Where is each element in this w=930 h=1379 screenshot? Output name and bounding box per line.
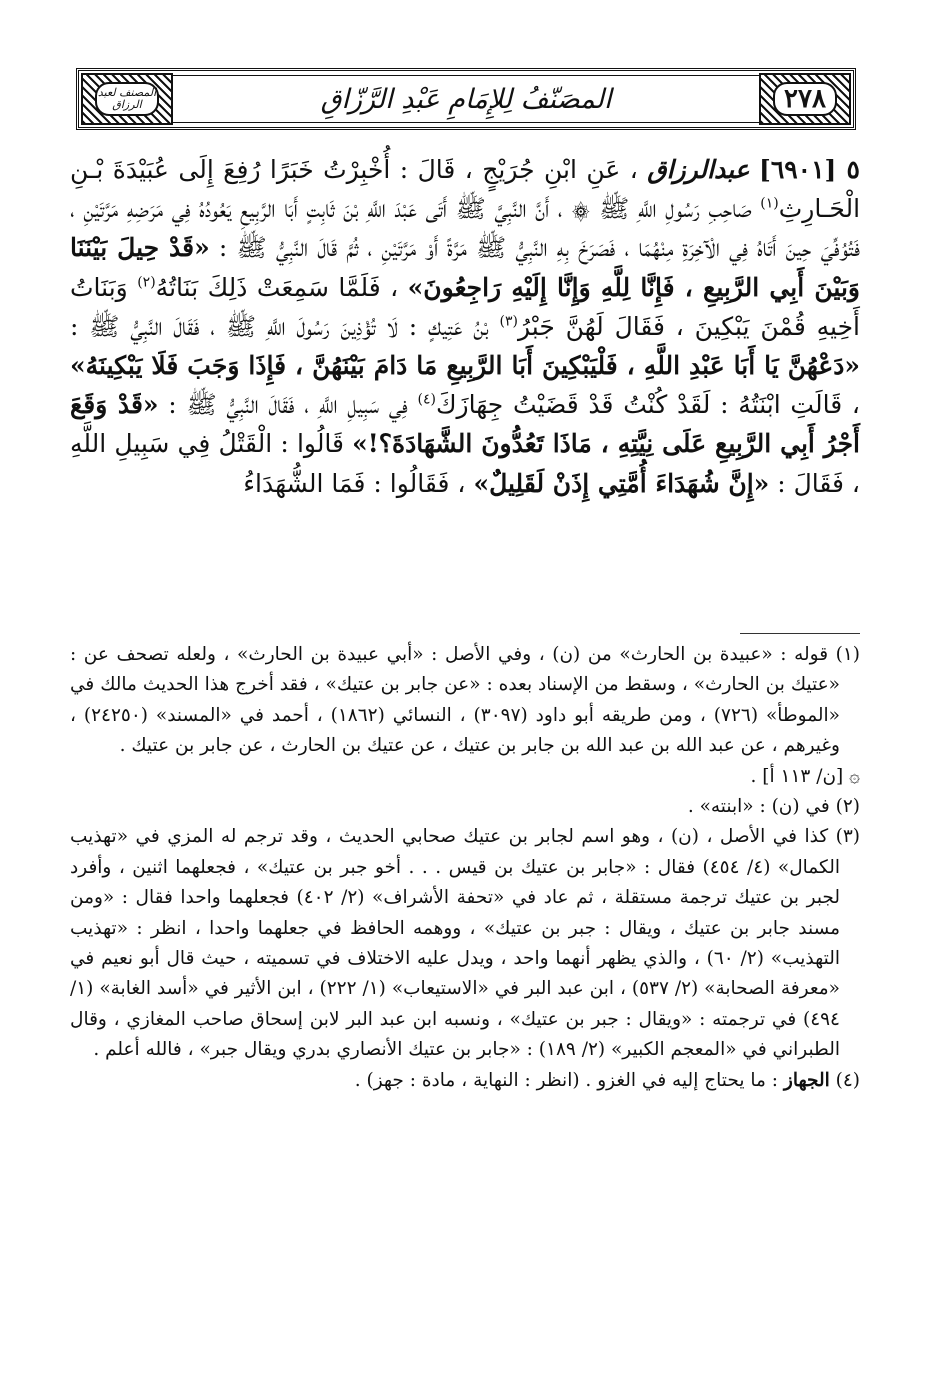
text-segment: ، قَالَتِ ابْنَتُهُ : لَقَدْ كُنْتُ قَدْ قَضَيْتُ جِهَازَكَ xyxy=(435,390,860,420)
page-number-ornament xyxy=(759,73,851,125)
footnote-2: (٢) في (ن) : «ابنته» . xyxy=(687,796,860,818)
footnote-marker[interactable]: (٣) xyxy=(499,313,518,330)
book-logo xyxy=(95,82,159,116)
footnote-4 xyxy=(70,1066,860,1096)
page-number: ٢٧٨ xyxy=(784,84,826,114)
footnote-marker[interactable]: (٤) xyxy=(417,391,436,408)
prophet-quote: «دَعْهُنَّ يَا أَبَا عَبْدِ اللَّهِ ، فَلْيَبْكِينَ أَبَا الرَّبِيعِ مَا دَامَ بَيْنَهُنَّ ، فَإِذَا وَجَبَ فَلَا يَبْكِينَهُ» xyxy=(70,351,860,381)
text-segment: وَبَنَاتُ أَخِيهِ قُمْنَ يَبْكِينَ ، فَقَالَ لَهُنَّ جَبْرُ xyxy=(70,272,860,341)
page-number-cartouche xyxy=(773,82,837,116)
prophet-quote: «قَدْ حِيلَ بَيْنَنَا وَبَيْنَ أَبِي الرَّبِيعِ ، فَإِنَّا لِلَّهِ وَإِنَّا إِلَيْهِ رَاجِعُونَ» xyxy=(70,233,860,302)
text-segment: قَالُوا : الْقَتْلُ فِي سَبِيلِ اللَّهِ ، فَقَالَ : xyxy=(70,429,860,498)
text-segment: فِي سَبِيلِ اللَّهِ ، فَقَالَ النَّبِيُّ ﷺ : xyxy=(168,390,408,420)
footnote-3: (٣) كذا في الأصل ، (ن) ، وهو اسم لجابر بن عتيك صحابي الحديث ، وقد ترجم له المزي في «تهذيب الكمال» (٤/ ٤٥٤) فقال : «جابر بن عتيك بن قيس . . . أخو جبر بن عتيك» ، فجعلهما اثنين ، وأفرد لجبر بن عتيك ترجمة مستقلة ، ثم عاد في «تحفة الأشراف» (٢/ ٤٠٢) فجعلهما واحدا فقال : «ومن مسند جابر بن عتيك ، ويقال : جبر بن عتيك» ، ووهمه الحافظ في جعلهما واحدا ، انظر : «تهذيب التهذيب» (٢/ ٦٠) ، والذي يظهر أنهما واحد ، ويدل عليه الاختلاف في تسميته ، حيث قال أبو نعيم في «معرفة الصحابة» (٢/ ٥٣٧) ، ابن عبد البر في «الاستيعاب» (١/ ٢٢٢) ، ابن الأثير في «أسد الغابة» (١/ ٤٩٤) في ترجمته : «ويقال : جبر بن عتيك» ، ونسبه ابن عبد البر لابن إسحاق صاحب المغازي ، وقال الطبراني في «المعجم الكبير» (٢/ ١٨٩) : «جابر بن عتيك الأنصاري بدري ويقال جبر» ، فالله أعلم . xyxy=(70,826,860,1061)
text-segment: صَاحِبِ رَسُولِ اللَّهِ ﷺ xyxy=(599,194,752,224)
prophet-quote: «إِنَّ شُهَدَاءَ أُمَّتِي إِذَنْ لَقَلِيلٌ» xyxy=(473,468,770,498)
page-header xyxy=(76,68,856,130)
footnote-definition: : ما يحتاج إليه في الغزو . (انظر : النهاية ، مادة : جهز) . xyxy=(354,1069,779,1091)
text-segment: ، فَقَالُوا : فَمَا الشُّهَدَاءُ xyxy=(243,468,466,498)
text-segment: ، عَنِ ابْنِ جُرَيْجٍ ، قَالَ : أُخْبِرْتُ خَبَرًا رُفِعَ إِلَى عُبَيْدَةَ بْـنِ الْحَـارِثِ xyxy=(70,155,861,224)
prophet-quote: «قَدْ وَقَعَ أَجْرُ أَبِي الرَّبِيعِ عَلَى نِيَّتِهِ ، مَاذَا تَعُدُّونَ الشَّهَادَةَ؟!» xyxy=(70,390,860,459)
narrator-name: عبدالرزاق xyxy=(647,155,750,184)
footnote-marker[interactable]: (٢) xyxy=(137,274,156,291)
book-logo-text: المصنف لعبد الرزاق xyxy=(97,86,157,111)
hadith-paragraph xyxy=(70,150,860,503)
footnote-separator xyxy=(740,633,860,634)
footnotes xyxy=(70,640,860,1096)
footnote-number: (٤) xyxy=(835,1069,860,1091)
footnote-term: الجهاز xyxy=(783,1069,830,1091)
folio-marker: ۞ xyxy=(571,194,591,224)
footnote-1: (١) قوله : «عبيدة بن الحارث» من (ن) ، وفي الأصل : «أبي عبيدة بن الحارث» ، ولعله تصحف عن : «عتيك بن الحارث» ، وسقط من الإسناد بعده : «عن جابر بن عتيك» ، فقد أخرج هذا الحديث مالك في «الموطأ» (٧٢٦) ، ومن طريقه أبو داود (٣٠٩٧) ، النسائي (١٨٦٢) ، أحمد في «المسند» (٢٤٢٥٠) ، وغيرهم ، عن عبد الله بن عبد الله بن جابر بن عتيك ، عن عتيك بن الحارث ، عن جابر بن عتيك . xyxy=(70,644,860,757)
hadith-number: ٥ [٦٩٠١] xyxy=(758,155,860,184)
folio-note: ۞ [ن/ ١١٣ أ] . xyxy=(750,765,860,787)
text-segment: ، أَنَّ النَّبِيَّ ﷺ أَتَى عَبْدَ اللَّهِ بْنَ ثَابِتٍ أَبَا الرَّبِيعِ يَعُودُهُ فِي مَرَضِهِ مَرَّتَيْنِ ، فَتُوُفِّيَ حِينَ أَتَاهُ فِي الْآخِرَةِ مِنْهُمَا ، فَصَرَخَ بِهِ النَّبِيُّ ﷺ مَرَّةً أَوْ مَرَّتَيْنِ ، ثُمَّ قَالَ النَّبِيُّ ﷺ : xyxy=(70,194,860,263)
book-logo-ornament xyxy=(81,73,173,125)
text-segment: بْنُ عَتِيكٍ : لَا تُؤْذِينَ رَسُولَ اللَّهِ ﷺ ، فَقَالَ النَّبِيُّ ﷺ : xyxy=(70,311,489,341)
running-title: المصَنّفُ لِلإِمَامِ عَبْدِ الرَّزّاقِ xyxy=(320,83,612,115)
hadith-text xyxy=(70,150,860,503)
footnote-marker[interactable]: (١) xyxy=(760,195,779,212)
text-segment: ، فَلَمَّا سَمِعَتْ ذَلِكَ بَنَاتُهُ xyxy=(155,272,399,302)
